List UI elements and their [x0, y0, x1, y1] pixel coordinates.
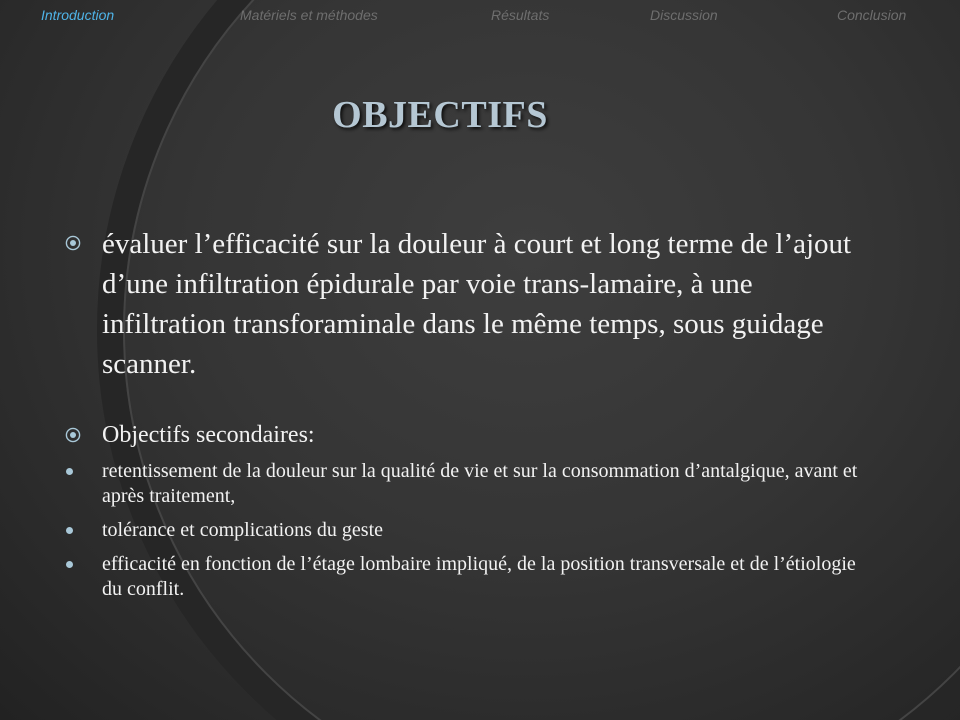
secondary-objectives-heading: Objectifs secondaires:	[102, 422, 315, 448]
list-item	[62, 518, 862, 543]
dot-icon	[66, 527, 73, 534]
nav-item-introduction[interactable]: Introduction	[41, 7, 115, 23]
list-item	[62, 552, 862, 602]
nav-item-conclusion[interactable]: Conclusion	[837, 7, 907, 23]
list-item-text: retentissement de la douleur sur la qualité de vie et sur la consommation d’antalgique, avant et après traitement,	[102, 460, 858, 507]
primary-objective-item	[62, 224, 862, 384]
nav-item-materiels-et-methodes[interactable]: Matériels et méthodes	[240, 7, 378, 23]
list-item-text: tolérance et complications du geste	[102, 519, 384, 541]
nav-item-discussion[interactable]: Discussion	[650, 7, 718, 23]
secondary-objectives-item	[62, 420, 862, 450]
section-nav	[0, 0, 960, 30]
nav-item-resultats[interactable]: Résultats	[491, 7, 550, 23]
circled-target-icon	[65, 427, 81, 443]
primary-objective-text: évaluer l’efficacité sur la douleur à court et long terme de l’ajout d’une infiltration épidurale par voie trans-lamaire, à une infiltration transforaminale dans le même temps, sous guidage scanner.	[102, 228, 852, 380]
list-item	[62, 459, 862, 509]
slide-content	[62, 224, 862, 611]
list-item-text: efficacité en fonction de l’étage lombaire impliqué, de la position transversale et de l’étiologie du conflit.	[102, 553, 856, 600]
circled-target-icon	[65, 235, 81, 251]
slide-title: OBJECTIFS	[332, 94, 548, 137]
dot-icon	[66, 561, 73, 568]
dot-icon	[66, 468, 73, 475]
secondary-objectives-list	[62, 459, 862, 602]
